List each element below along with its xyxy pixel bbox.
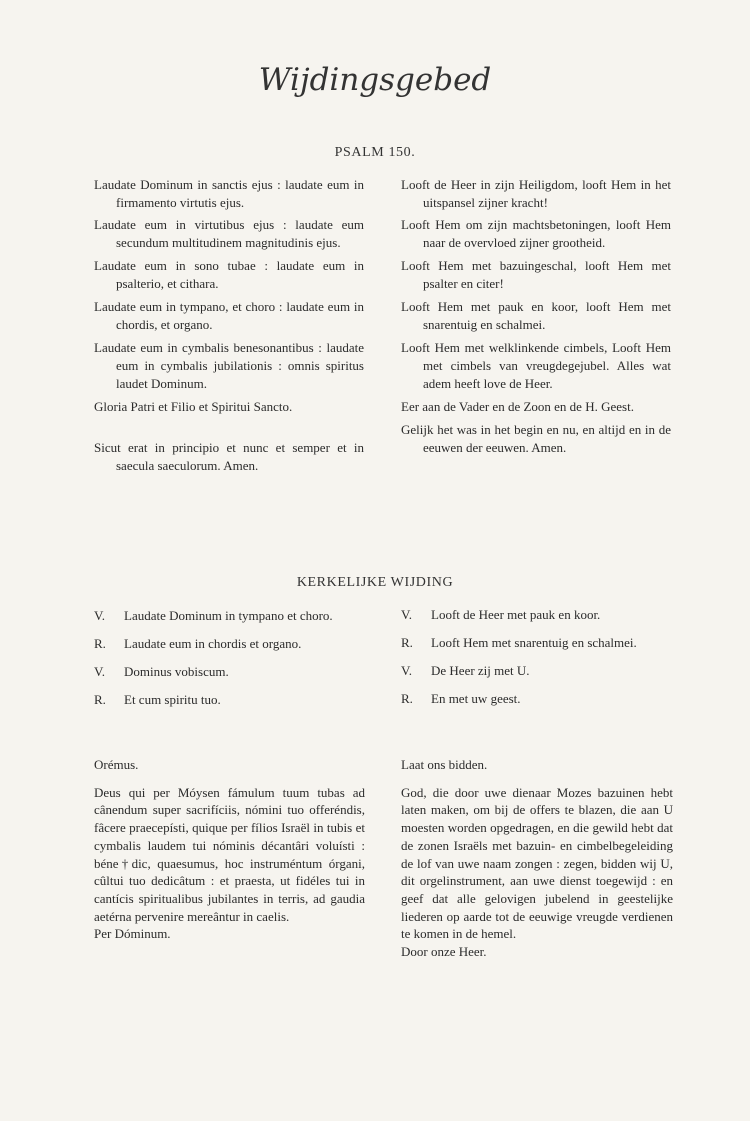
psalm-verse-dutch: Looft Hem met pauk en koor, looft Hem met snarentuig en schalmei.	[401, 299, 671, 332]
versicle-marker: V.	[401, 607, 412, 622]
psalm-verse-latin: Laudate eum in virtutibus ejus : laudate eum secundum multitudinem magnitudinis ejus.	[94, 217, 364, 250]
psalm-heading: PSALM 150.	[334, 145, 416, 160]
versicle-marker: V.	[94, 608, 105, 623]
prayer-dutch-close: Door onze Heer.	[401, 944, 487, 960]
psalm-verse-dutch: Eer aan de Vader en de Zoon en de H. Geest.	[401, 399, 634, 414]
psalm-verse-dutch: Looft de Heer in zijn Heiligdom, looft Hem in het uitspansel zijner kracht!	[401, 177, 671, 210]
response-row	[401, 634, 671, 652]
versicle-marker: V.	[401, 663, 412, 678]
response-text: Et cum spiritu tuo.	[124, 692, 221, 707]
response-marker: R.	[401, 635, 413, 650]
response-marker: R.	[94, 692, 106, 707]
versicle-text: Laudate Dominum in tympano et choro.	[124, 608, 333, 623]
response-text: En met uw geest.	[431, 691, 521, 706]
versicle-marker: V.	[94, 664, 105, 679]
prayer-latin-close: Per Dóminum.	[94, 926, 171, 942]
psalm-verse-dutch: Looft Hem met bazuingeschal, looft Hem met psalter en citer!	[401, 258, 671, 291]
psalm-doxology-latin: Sicut erat in principio et nunc et semper et in saecula saeculorum. Amen.	[94, 440, 364, 473]
response-row	[401, 690, 671, 708]
psalm-verse-latin: Laudate eum in tympano, et choro : laudate eum in chordis, et organo.	[94, 299, 364, 332]
psalm-verse-latin: Laudate Dominum in sanctis ejus : laudate eum in firmamento virtutis ejus.	[94, 177, 364, 210]
versicles-dutch	[401, 606, 671, 708]
psalm-dutch-column	[401, 176, 671, 457]
prayer-latin-text: Deus qui per Móysen fámulum tuum tubas ad cânendum super sacrifíciis, nómini tuo offeréndis, fâcere praecepísti, quique per fílios Israël in tubis et cymbalis laudem tui nóminis décantâri voluísti : béne†dic, quaesumus, hoc instruméntum órgani, cûltui tuo dedicâtum : et praesta, ut fidéles tui in cantícis spiritualibus jubilantes in terris, ad gaudia aetérna pervenire mereântur in caelis.	[94, 784, 365, 924]
versicle-row	[94, 663, 364, 681]
prayer-latin	[94, 756, 365, 943]
response-row	[94, 635, 364, 653]
prayer-dutch-text: God, die door uwe dienaar Mozes bazuinen hebt laten maken, om bij de offers te blazen, die aan U moesten worden opgedragen, en die gewild hebt dat de zonen Israëls met bazuin- en cimbelbegeleiding de lof van uwe naam zongen : zegen, bidden wij U, dit orgelinstrument, aan uwe dienst toegewijd : en geef dat alle gelovigen jubelend in geestelijke liederen op aarde tot de eeuwige vreugde verdienen te komen in de hemel.	[401, 784, 673, 942]
versicles-latin	[94, 607, 364, 709]
versicle-row	[94, 607, 364, 625]
psalm-latin-column	[94, 176, 364, 475]
prayer-latin-intro: Orémus.	[94, 757, 139, 772]
response-marker: R.	[94, 636, 106, 651]
response-row	[94, 691, 364, 709]
response-text: Looft Hem met snarentuig en schalmei.	[431, 635, 637, 650]
prayer-dutch-intro: Laat ons bidden.	[401, 757, 488, 772]
psalm-verse-latin: Gloria Patri et Filio et Spiritui Sancto.	[94, 399, 293, 414]
psalm-doxology-dutch: Gelijk het was in het begin en nu, en altijd en in de eeuwen der eeuwen. Amen.	[401, 422, 671, 455]
psalm-verse-dutch: Looft Hem om zijn machtsbetoningen, looft Hem naar de overvloed zijner grootheid.	[401, 217, 671, 250]
wijding-heading: KERKELIJKE WIJDING	[296, 575, 454, 590]
page-title: Wijdingsgebed	[258, 62, 492, 98]
versicle-row	[401, 606, 671, 624]
psalm-verse-latin: Laudate eum in cymbalis benesonantibus : laudate eum in cymbalis jubilationis : omnis spiritus laudet Dominum.	[94, 340, 364, 391]
response-marker: R.	[401, 691, 413, 706]
psalm-verse-latin: Laudate eum in sono tubae : laudate eum in psalterio, et cithara.	[94, 258, 364, 291]
response-text: Laudate eum in chordis et organo.	[124, 636, 302, 651]
psalm-verse-dutch: Looft Hem met welklinkende cimbels, Looft Hem met cimbels van vreugdegejubel. Alles wat adem heeft love de Heer.	[401, 340, 671, 391]
versicle-text: Dominus vobiscum.	[124, 664, 229, 679]
prayer-dutch	[401, 756, 673, 961]
versicle-row	[401, 662, 671, 680]
versicle-text: Looft de Heer met pauk en koor.	[431, 607, 601, 622]
versicle-text: De Heer zij met U.	[431, 663, 530, 678]
